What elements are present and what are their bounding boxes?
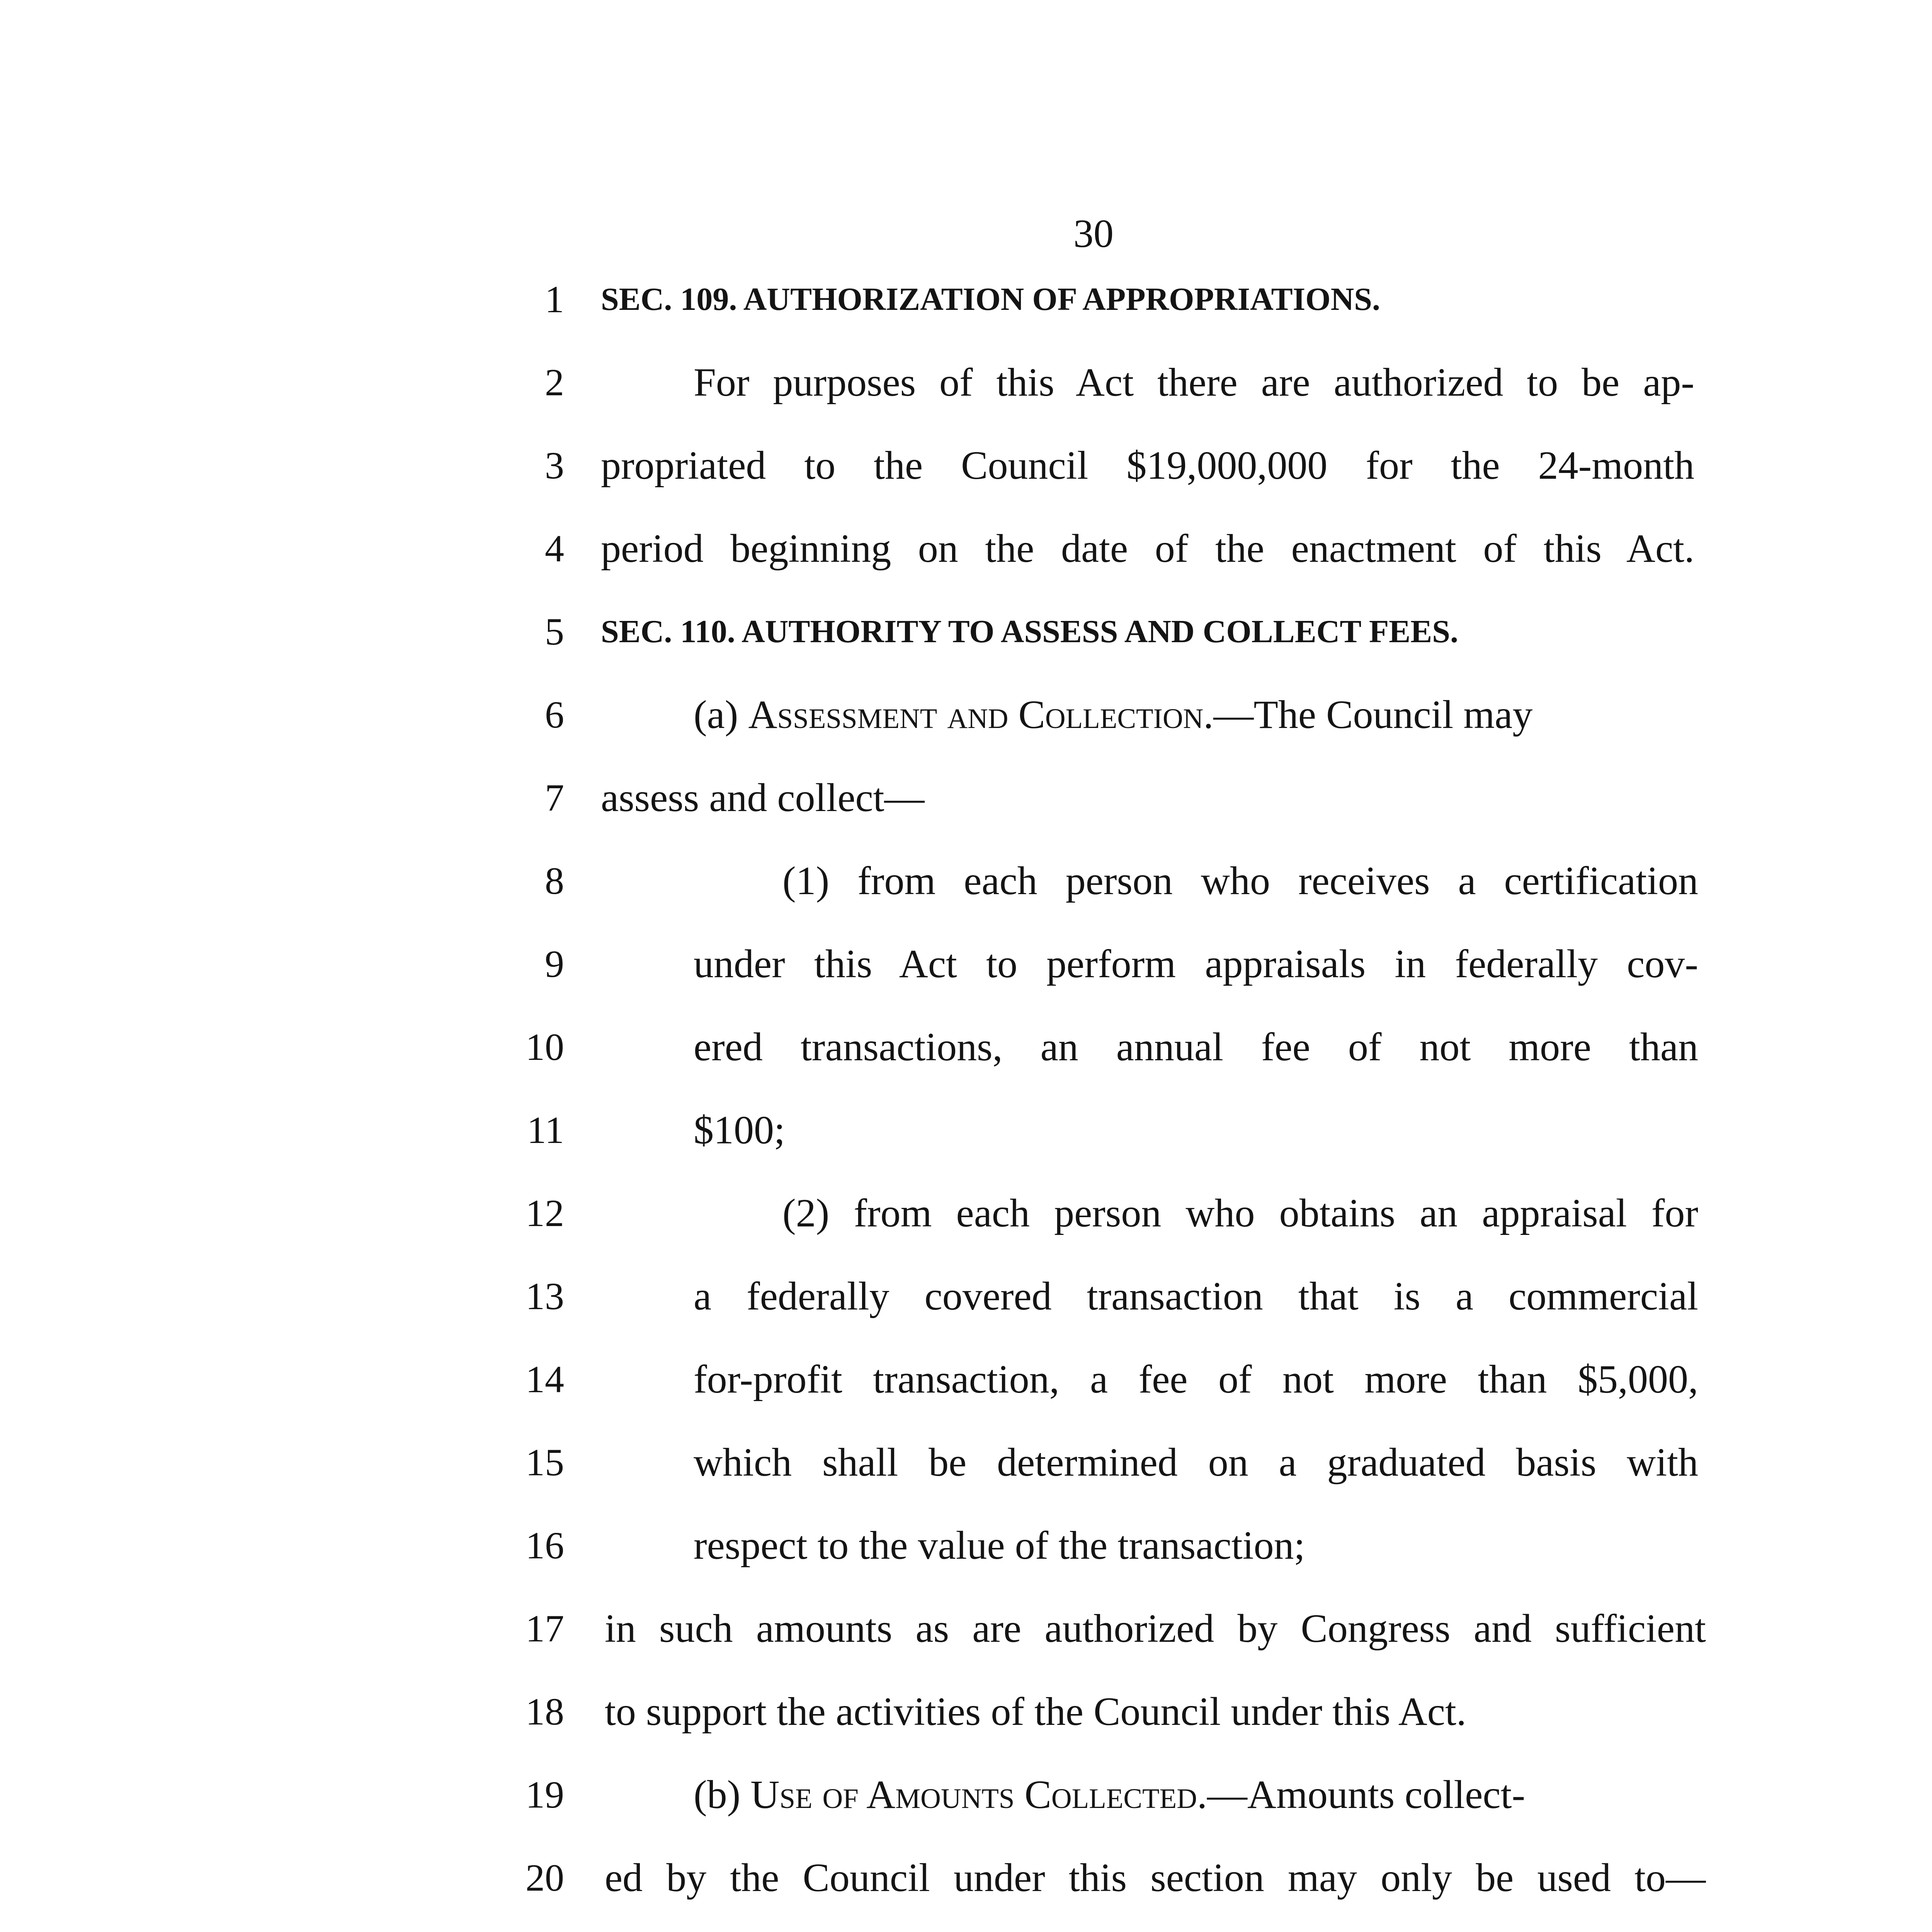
line-number: 18	[526, 1690, 564, 1733]
line-number: 14	[526, 1358, 564, 1401]
line-text: assess and collect—	[601, 776, 925, 820]
bill-line	[0, 270, 1932, 328]
bill-line	[0, 935, 1932, 993]
line-number: 8	[545, 859, 564, 902]
section-heading-110: SEC. 110. AUTHORITY TO ASSESS AND COLLECT FEES.	[601, 614, 1459, 650]
bill-line	[0, 1517, 1932, 1575]
line-number: 13	[526, 1275, 564, 1318]
line-text: period beginning on the date of the enactment of this Act.	[601, 526, 1694, 571]
line-text	[694, 1766, 1525, 1824]
line-text: (2) from each person who obtains an appraisal for	[782, 1191, 1698, 1235]
line-number: 1	[545, 278, 564, 321]
bill-line	[0, 520, 1932, 578]
section-heading-109: SEC. 109. AUTHORIZATION OF APPROPRIATIONS.	[601, 281, 1381, 317]
bill-line	[0, 1766, 1932, 1824]
line-text: a federally covered transaction that is a commercial	[694, 1274, 1698, 1318]
subsection-heading: Use of Amounts Collected.	[750, 1772, 1207, 1817]
line-text: which shall be determined on a graduated basis with	[694, 1440, 1698, 1485]
subsection-text: —The Council may	[1213, 692, 1533, 737]
line-number: 16	[526, 1524, 564, 1567]
bill-line	[0, 354, 1932, 412]
bill-line	[0, 852, 1932, 910]
bill-line	[0, 1267, 1932, 1325]
line-number: 6	[545, 693, 564, 736]
line-text: for-profit transaction, a fee of not more than $5,000,	[694, 1357, 1698, 1401]
line-number: 11	[527, 1109, 564, 1151]
bill-line	[0, 1350, 1932, 1408]
line-text: to support the activities of the Council under this Act.	[605, 1689, 1466, 1734]
line-text	[694, 686, 1532, 744]
line-number: 12	[526, 1192, 564, 1235]
line-text: For purposes of this Act there are authorized to be ap-	[694, 360, 1694, 405]
line-text: in such amounts as are authorized by Congress and sufficient	[605, 1606, 1706, 1651]
line-text: under this Act to perform appraisals in federally cov-	[694, 942, 1698, 986]
bill-line	[0, 1600, 1932, 1658]
page-number: 30	[1073, 211, 1114, 256]
bill-line	[0, 1683, 1932, 1741]
bill-line	[0, 1184, 1932, 1242]
subsection-text: —Amounts collect-	[1207, 1772, 1526, 1817]
line-number: 10	[526, 1026, 564, 1068]
line-number: 15	[526, 1441, 564, 1484]
line-text: propriated to the Council $19,000,000 for the 24-month	[601, 443, 1694, 488]
line-text: respect to the value of the transaction;	[694, 1523, 1305, 1568]
subsection-label: (a)	[694, 692, 748, 737]
line-text: ed by the Council under this section may only be used to—	[605, 1855, 1706, 1900]
bill-line	[0, 686, 1932, 744]
line-number: 9	[545, 942, 564, 985]
line-number: 7	[545, 776, 564, 819]
line-number: 17	[526, 1607, 564, 1650]
line-number: 19	[526, 1773, 564, 1816]
line-number: 3	[545, 444, 564, 487]
line-text: ered transactions, an annual fee of not more than	[694, 1025, 1698, 1069]
line-number: 5	[545, 610, 564, 653]
bill-line	[0, 769, 1932, 827]
bill-line	[0, 1849, 1932, 1907]
subsection-heading: Assessment and Collection.	[748, 692, 1214, 737]
line-number: 2	[545, 361, 564, 404]
bill-line	[0, 437, 1932, 495]
subsection-label: (b)	[694, 1772, 751, 1817]
bill-line	[0, 1434, 1932, 1492]
line-number: 4	[545, 527, 564, 570]
line-text: $100;	[694, 1108, 785, 1152]
bill-line	[0, 603, 1932, 661]
bill-line	[0, 1101, 1932, 1159]
line-number: 20	[526, 1856, 564, 1899]
bill-line	[0, 1018, 1932, 1076]
line-text: (1) from each person who receives a certification	[782, 859, 1698, 903]
